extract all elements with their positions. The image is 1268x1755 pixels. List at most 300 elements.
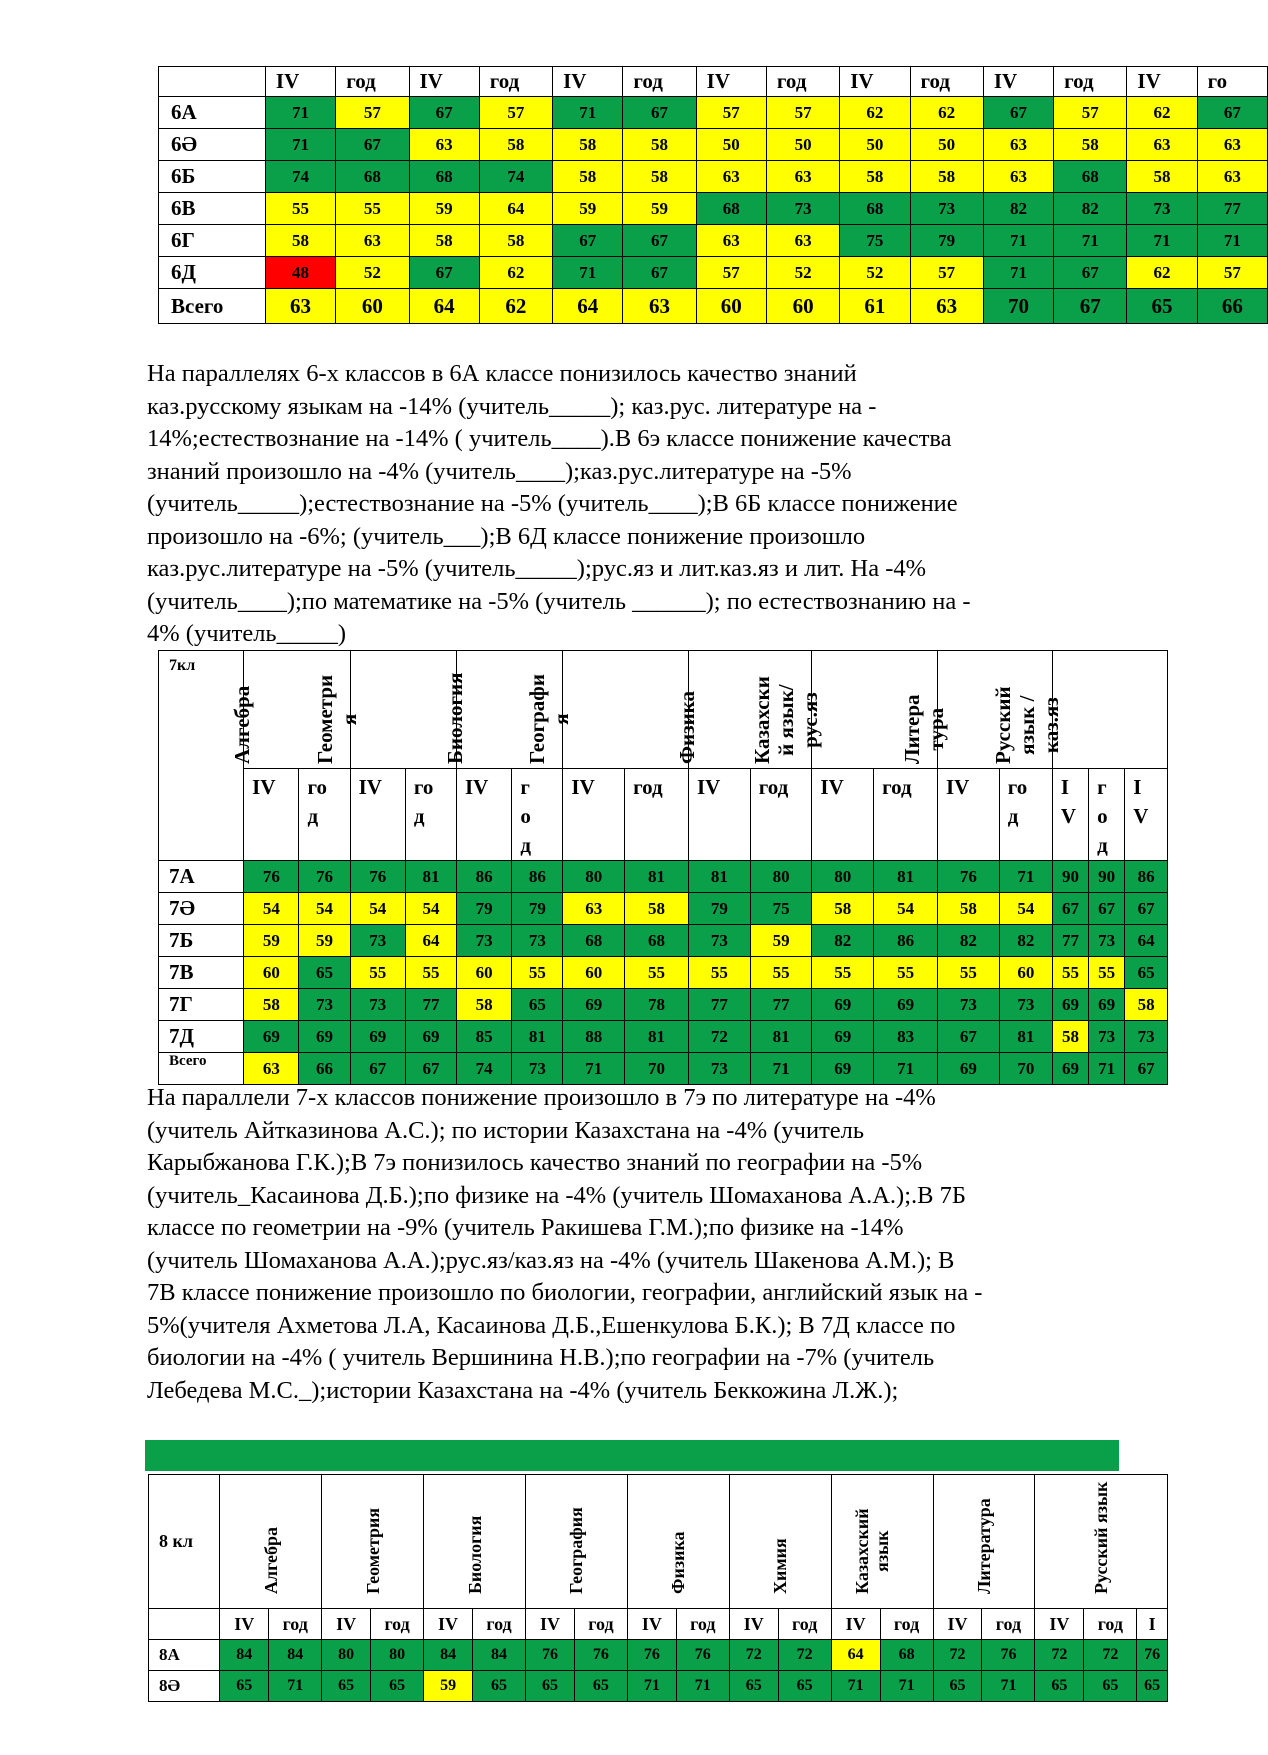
grade-cell: 71: [874, 1053, 938, 1085]
grade-cell: 84: [473, 1640, 526, 1671]
grade-cell: 65: [299, 957, 350, 989]
text-line: произошло на -6%; (учитель___);В 6Д классе понижение произошло: [147, 522, 866, 550]
column-header-part: го: [307, 775, 327, 799]
grade-cell: 81: [688, 861, 750, 893]
grade-cell: 86: [456, 861, 511, 893]
table-row: [159, 1021, 1168, 1053]
grade-cell: 64: [831, 1640, 880, 1671]
column-header: год: [269, 1609, 322, 1640]
row-label: 6Б: [159, 161, 266, 193]
column-header: IV: [696, 67, 766, 97]
grade-cell: 69: [350, 1021, 405, 1053]
grade-cell: 65: [933, 1671, 982, 1702]
column-header: [350, 769, 405, 861]
grade-cell: 55: [938, 957, 1000, 989]
table-row: [159, 129, 1268, 161]
grade-cell: 64: [405, 925, 456, 957]
grade-cell: 55: [512, 957, 563, 989]
grade-cell: 71: [1054, 225, 1127, 257]
grade-cell: 71: [1089, 1053, 1125, 1085]
subject-header: [424, 1475, 526, 1609]
grade-cell: 64: [409, 289, 479, 324]
subject-row: [149, 1475, 1168, 1609]
subject-label-line: Алгебра: [260, 1526, 281, 1594]
grade-cell: 72: [1084, 1640, 1137, 1671]
column-header: год: [473, 1609, 526, 1640]
grade-cell: 58: [938, 893, 1000, 925]
grade-cell: 55: [625, 957, 689, 989]
table-row: [159, 289, 1268, 324]
grade-cell: 58: [1054, 129, 1127, 161]
grade-cell: 82: [1054, 193, 1127, 225]
grade-cell: 58: [1052, 1021, 1088, 1053]
grade-cell: 65: [220, 1671, 269, 1702]
text-line: (учитель____);по математике на -5% (учитель ______); по естествознанию на -: [147, 587, 971, 615]
subject-header: [990, 651, 1167, 769]
text-line: 4% (учитель_____): [147, 620, 347, 647]
grade-cell: 68: [1054, 161, 1127, 193]
column-header: IV: [553, 67, 623, 97]
corner-cell: 7кл: [159, 651, 244, 861]
subheader-row: [149, 1609, 1168, 1640]
subject-label: [363, 1508, 383, 1594]
grade-cell: 52: [766, 257, 839, 289]
subject-label-line: Геометрия: [362, 1507, 383, 1594]
grade-cell: 80: [322, 1640, 371, 1671]
grade-cell: 79: [688, 893, 750, 925]
subject-header: [831, 1475, 933, 1609]
grade-cell: 70: [625, 1053, 689, 1085]
column-header-part: о: [520, 804, 531, 828]
grade-cell: 67: [409, 257, 479, 289]
grade-cell: 59: [244, 925, 299, 957]
subject-label-line: тура: [924, 707, 948, 751]
grade-cell: 77: [1197, 193, 1267, 225]
table-row: [159, 925, 1168, 957]
grade-cell: 64: [1125, 925, 1168, 957]
row-label: 7Б: [159, 925, 244, 957]
grade-cell: 54: [299, 893, 350, 925]
table-row: [159, 97, 1268, 129]
grade-cell: 55: [350, 957, 405, 989]
grade-cell: 50: [910, 129, 983, 161]
column-header: [405, 769, 456, 861]
subject-label: [668, 1531, 688, 1594]
table-row: [159, 957, 1168, 989]
column-header: IV: [322, 1609, 371, 1640]
grade-cell: 62: [479, 257, 552, 289]
column-header: год: [676, 1609, 729, 1640]
table-row: [159, 989, 1168, 1021]
grade-cell: 73: [299, 989, 350, 1021]
grade-cell: 90: [1089, 861, 1125, 893]
column-header: IV: [933, 1609, 982, 1640]
column-header: IV: [265, 67, 335, 97]
grade-cell: 60: [336, 289, 409, 324]
grade-cell: 63: [766, 161, 839, 193]
subheader-row: [159, 769, 1168, 861]
column-header: IV: [424, 1609, 473, 1640]
grade-cell: 57: [696, 97, 766, 129]
grade-cell: 52: [336, 257, 409, 289]
column-header-part: г: [1097, 775, 1107, 799]
grade-cell: 69: [244, 1021, 299, 1053]
text-line: каз.русскому языкам на -14% (учитель_____); каз.рус. литературе на -: [147, 392, 877, 420]
grade-cell: 71: [750, 1053, 812, 1085]
grade-cell: 81: [512, 1021, 563, 1053]
grade-cell: 57: [910, 257, 983, 289]
grade-cell: 65: [473, 1671, 526, 1702]
subject-label: [443, 673, 467, 765]
grade-cell: 58: [479, 225, 552, 257]
grade-cell: 48: [265, 257, 335, 289]
grade-cell: 72: [688, 1021, 750, 1053]
column-header: [299, 769, 350, 861]
grade-cell: 82: [812, 925, 874, 957]
grade-cell: 67: [1125, 893, 1168, 925]
grades-table-8: [148, 1474, 1168, 1702]
column-header: [563, 769, 625, 861]
column-header: год: [371, 1609, 424, 1640]
grade-cell: 67: [938, 1021, 1000, 1053]
grade-cell: 58: [812, 893, 874, 925]
column-header: [1125, 769, 1168, 861]
grade-cell: 58: [625, 893, 689, 925]
subject-label-line: язык /: [1014, 695, 1039, 755]
grade-cell: 62: [1127, 97, 1197, 129]
subject-label-line: Химия: [770, 1538, 791, 1594]
grade-cell: 67: [336, 129, 409, 161]
grade-cell: 67: [350, 1053, 405, 1085]
row-label: 6А: [159, 97, 266, 129]
grade-cell: 68: [336, 161, 409, 193]
column-header: год: [910, 67, 983, 97]
text-line: На параллелях 6-х классов в 6А классе понизилось качество знаний: [147, 360, 857, 387]
table-row: [159, 225, 1268, 257]
table-row: [159, 1053, 1168, 1085]
grade-cell: 73: [688, 1053, 750, 1085]
table-row: [159, 893, 1168, 925]
subject-label-line: Алгебра: [230, 685, 255, 764]
grade-cell: 84: [220, 1640, 269, 1671]
grade-cell: 71: [999, 861, 1052, 893]
text-line: (учитель Шомаханова А.А.);рус.яз/каз.яз на -4% (учитель Шакенова А.М.); В: [147, 1246, 955, 1274]
subject-label-line: Физика: [668, 1531, 689, 1594]
column-header: [999, 769, 1052, 861]
subject-header: [729, 1475, 831, 1609]
grade-cell: 55: [750, 957, 812, 989]
grade-cell: 82: [999, 925, 1052, 957]
grade-cell: 71: [1127, 225, 1197, 257]
grade-cell: 75: [840, 225, 910, 257]
grade-cell: 81: [405, 861, 456, 893]
grade-cell: 80: [371, 1640, 424, 1671]
grade-cell: 79: [456, 893, 511, 925]
grade-cell: 73: [1125, 1021, 1168, 1053]
column-header-part: IV: [252, 775, 276, 799]
column-header: IV: [840, 67, 910, 97]
grade-cell: 69: [1052, 989, 1088, 1021]
grade-cell: 58: [1127, 161, 1197, 193]
subject-label-line: Биология: [442, 672, 467, 764]
grade-cell: 60: [999, 957, 1052, 989]
text-line: биологии на -4% ( учитель Вершинина Н.В.);по географии на -7% (учитель: [147, 1344, 935, 1371]
green-banner: [145, 1440, 1119, 1471]
column-header: год: [574, 1609, 627, 1640]
subject-header: [312, 651, 456, 769]
column-header: IV: [627, 1609, 676, 1640]
grade-cell: 55: [265, 193, 335, 225]
grade-cell: 76: [574, 1640, 627, 1671]
grade-cell: 84: [424, 1640, 473, 1671]
row-label: Всего: [159, 289, 266, 324]
grade-cell: 63: [910, 289, 983, 324]
grade-cell: 76: [299, 861, 350, 893]
subject-label-line: Географи: [525, 674, 550, 764]
subject-header: [933, 1475, 1035, 1609]
grade-cell: 77: [1052, 925, 1088, 957]
grade-cell: 55: [688, 957, 750, 989]
subject-label: [770, 1538, 790, 1594]
text-line: Карыбжанова Г.К.);В 7э понизилось качество знаний по географии на -5%: [147, 1149, 923, 1176]
grade-cell: 74: [479, 161, 552, 193]
grade-cell: 71: [627, 1671, 676, 1702]
grade-cell: 80: [563, 861, 625, 893]
grade-cell: 85: [456, 1021, 511, 1053]
text-line: каз.рус.литературе на -5% (учитель_____);рус.яз и лит.каз.яз и лит. На -4%: [147, 555, 927, 582]
column-header-part: V: [1133, 804, 1149, 828]
grade-cell: 57: [766, 97, 839, 129]
column-header-part: год: [882, 775, 912, 799]
grade-cell: 59: [750, 925, 812, 957]
column-header-part: IV: [820, 775, 844, 799]
grade-cell: 65: [729, 1671, 778, 1702]
grade-cell: 59: [553, 193, 623, 225]
grade-cell: 71: [553, 257, 623, 289]
column-header-part: го: [413, 775, 434, 799]
column-header: IV: [1035, 1609, 1084, 1640]
grade-cell: 65: [371, 1671, 424, 1702]
grade-cell: 68: [625, 925, 689, 957]
grade-cell: 69: [812, 989, 874, 1021]
text-line: На параллели 7-х классов понижение произошло в 7э по литературе на -4%: [147, 1084, 936, 1111]
subject-label: [1091, 1482, 1111, 1594]
subject-header: [322, 1475, 424, 1609]
column-header: год: [623, 67, 696, 97]
grade-cell: 80: [812, 861, 874, 893]
row-label: 8А: [149, 1640, 220, 1671]
grade-cell: 60: [456, 957, 511, 989]
subject-label-line: Геометри: [312, 674, 337, 764]
grade-cell: 64: [553, 289, 623, 324]
grade-cell: 65: [1137, 1671, 1168, 1702]
grade-cell: 62: [840, 97, 910, 129]
grade-cell: 82: [983, 193, 1053, 225]
grade-cell: 57: [1054, 97, 1127, 129]
grade-cell: 72: [778, 1640, 831, 1671]
grade-cell: 68: [409, 161, 479, 193]
grade-cell: 67: [623, 225, 696, 257]
grade-cell: 68: [696, 193, 766, 225]
subject-label-line: рус.яз: [798, 692, 823, 748]
table-6-wrapper: [158, 66, 1241, 328]
grade-cell: 63: [265, 289, 335, 324]
grade-cell: 86: [512, 861, 563, 893]
grade-cell: 65: [526, 1671, 575, 1702]
grade-cell: 63: [983, 129, 1053, 161]
table-row: [159, 161, 1268, 193]
subject-label-line: Литера: [900, 694, 924, 764]
grade-cell: 81: [625, 861, 689, 893]
subject-label-line: Казахски: [750, 676, 775, 764]
grade-cell: 58: [456, 989, 511, 1021]
subject-label: [313, 675, 361, 764]
grade-cell: 60: [696, 289, 766, 324]
grade-cell: 77: [405, 989, 456, 1021]
grade-cell: 73: [512, 925, 563, 957]
grade-cell: 63: [1127, 129, 1197, 161]
grade-cell: 73: [938, 989, 1000, 1021]
column-header-part: год: [633, 775, 663, 799]
grade-cell: 55: [405, 957, 456, 989]
grade-cell: 67: [623, 97, 696, 129]
grade-cell: 63: [409, 129, 479, 161]
grade-cell: 63: [696, 161, 766, 193]
column-header-part: д: [520, 833, 531, 857]
grade-cell: 50: [840, 129, 910, 161]
grade-cell: 81: [750, 1021, 812, 1053]
grade-cell: 67: [1054, 257, 1127, 289]
column-header-part: г: [520, 775, 530, 799]
column-header: [512, 769, 563, 861]
grade-cell: 63: [983, 161, 1053, 193]
column-header-part: V: [1060, 804, 1077, 828]
column-header: IV: [1127, 67, 1197, 97]
column-header: год: [1084, 1609, 1137, 1640]
grade-cell: 76: [676, 1640, 729, 1671]
grade-cell: 84: [269, 1640, 322, 1671]
table-row: [159, 193, 1268, 225]
grade-cell: 76: [938, 861, 1000, 893]
subject-label-line: Биология: [464, 1515, 485, 1594]
column-header-part: го: [1007, 775, 1028, 799]
grade-cell: 58: [409, 225, 479, 257]
column-header-part: д: [1007, 804, 1019, 828]
grade-cell: 67: [1197, 97, 1267, 129]
grade-cell: 59: [424, 1671, 473, 1702]
column-header-part: IV: [358, 775, 382, 799]
column-header: год: [1054, 67, 1127, 97]
column-header-part: д: [413, 804, 425, 828]
grade-cell: 63: [696, 225, 766, 257]
text-line: знаний произошло на -4% (учитель____);каз.рус.литературе на -5%: [147, 457, 852, 485]
grade-cell: 67: [1052, 893, 1088, 925]
grade-cell: 59: [299, 925, 350, 957]
grades-table-7: [158, 650, 1168, 1085]
paragraph-7-classes: [147, 1082, 1147, 1407]
subject-label: [465, 1516, 485, 1594]
row-label: 6Д: [159, 257, 266, 289]
grade-cell: 71: [676, 1671, 729, 1702]
grade-cell: 63: [1197, 129, 1267, 161]
grade-cell: 50: [696, 129, 766, 161]
grade-cell: 77: [750, 989, 812, 1021]
grade-cell: 79: [910, 225, 983, 257]
column-header: [1052, 769, 1088, 861]
grade-cell: 58: [553, 161, 623, 193]
grade-cell: 58: [479, 129, 552, 161]
grade-cell: 59: [623, 193, 696, 225]
subject-label: [675, 691, 699, 764]
text-line: Лебедева М.С._);истории Казахстана на -4% (учитель Беккожина Л.Ж.);: [147, 1376, 899, 1404]
grade-cell: 82: [938, 925, 1000, 957]
grade-cell: 63: [336, 225, 409, 257]
subject-label: [852, 1508, 892, 1594]
column-header: IV: [220, 1609, 269, 1640]
grade-cell: 73: [1089, 925, 1125, 957]
grade-cell: 73: [1089, 1021, 1125, 1053]
column-header: год: [880, 1609, 933, 1640]
grade-cell: 76: [526, 1640, 575, 1671]
grade-cell: 66: [1197, 289, 1267, 324]
grade-cell: 76: [244, 861, 299, 893]
grade-cell: 54: [405, 893, 456, 925]
grade-cell: 81: [999, 1021, 1052, 1053]
column-header: [938, 769, 1000, 861]
subject-label: [230, 686, 254, 764]
row-label: 7Г: [159, 989, 244, 1021]
grade-cell: 55: [1052, 957, 1088, 989]
grade-cell: 88: [563, 1021, 625, 1053]
grade-cell: 67: [983, 97, 1053, 129]
grade-cell: 65: [1035, 1671, 1084, 1702]
row-label: Всего: [159, 1053, 244, 1085]
subject-label: [750, 676, 822, 764]
column-header: [812, 769, 874, 861]
grade-cell: 71: [1197, 225, 1267, 257]
subject-label-line: Русский язык: [1091, 1481, 1112, 1594]
text-line: классе по геометрии на -9% (учитель Ракишева Г.М.);по физике на -14%: [147, 1214, 904, 1241]
column-header: IV: [729, 1609, 778, 1640]
grade-cell: 69: [938, 1053, 1000, 1085]
grade-cell: 64: [479, 193, 552, 225]
grade-cell: 54: [999, 893, 1052, 925]
grade-cell: 50: [766, 129, 839, 161]
grade-cell: 90: [1052, 861, 1088, 893]
row-label: 7А: [159, 861, 244, 893]
table-7-wrapper: [158, 650, 1155, 1084]
subject-header: [525, 651, 689, 769]
row-label: 6В: [159, 193, 266, 225]
grade-cell: 67: [1054, 289, 1127, 324]
grade-cell: 74: [456, 1053, 511, 1085]
corner-cell: [159, 67, 266, 97]
grade-cell: 55: [874, 957, 938, 989]
grade-cell: 77: [688, 989, 750, 1021]
grade-cell: 73: [350, 989, 405, 1021]
column-header: IV: [409, 67, 479, 97]
subject-label-line: каз.яз: [1038, 697, 1063, 754]
corner-cell: 8 кл: [149, 1475, 220, 1609]
row-label: 7Д: [159, 1021, 244, 1053]
row-label: 8Ә: [149, 1671, 220, 1702]
grade-cell: 58: [1125, 989, 1168, 1021]
row-label: 6Ә: [159, 129, 266, 161]
grade-cell: 58: [910, 161, 983, 193]
grade-cell: 63: [623, 289, 696, 324]
grade-cell: 68: [840, 193, 910, 225]
grade-cell: 76: [350, 861, 405, 893]
